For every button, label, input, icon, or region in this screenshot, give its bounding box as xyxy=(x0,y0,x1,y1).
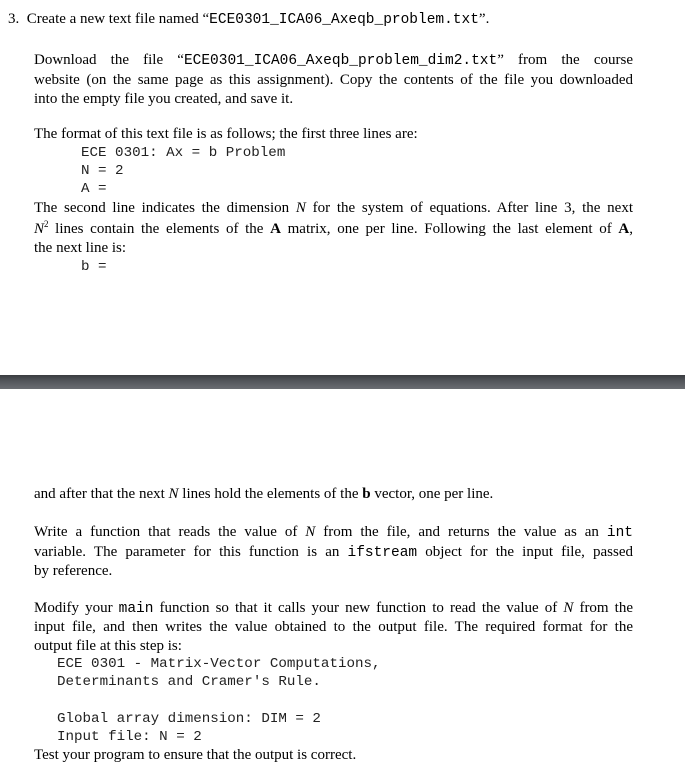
code-keyword: ifstream xyxy=(347,545,418,561)
download-filename: ECE0301_ICA06_Axeqb_problem_dim2.txt xyxy=(183,53,498,69)
paragraph-function-line2 xyxy=(34,542,633,563)
paragraph-download-line1 xyxy=(34,50,633,71)
code-line: Global array dimension: DIM = 2 xyxy=(57,711,321,727)
code-keyword: main xyxy=(118,601,154,617)
code-line: ECE 0301: Ax = b Problem xyxy=(81,145,286,161)
paragraph-modify-line2: input file, and then writes the value obtained to the output file. The required format for the xyxy=(34,619,633,635)
text-span: from the file, and returns the value as an xyxy=(315,524,607,540)
text-span: Modify your xyxy=(34,600,119,616)
paragraph-download-line3: into the empty file you created, and save it. xyxy=(34,91,294,107)
text-span: lines contain the elements of the xyxy=(48,221,271,237)
variable-n: N xyxy=(563,600,574,616)
text-span: function so that it calls your new function to read the value of xyxy=(153,600,564,616)
paragraph-function-line3: by reference. xyxy=(34,563,113,579)
text-span: and after that the next xyxy=(34,486,169,502)
paragraph-format: The format of this text file is as follows; the first three lines are: xyxy=(34,126,418,142)
text-span: lines hold the elements of the xyxy=(178,486,363,502)
text-span: from the xyxy=(573,600,634,616)
paragraph-dimension-line1 xyxy=(34,198,633,218)
text-span: variable. The parameter for this function is an xyxy=(34,544,348,560)
text-span: vector, one per line. xyxy=(370,486,494,502)
paragraph-dimension-line2 xyxy=(34,219,633,239)
paragraph-vector xyxy=(34,484,493,504)
code-line: ECE 0301 - Matrix-Vector Computations, xyxy=(57,656,381,672)
variable-n: N xyxy=(295,200,306,216)
variable-n: N xyxy=(305,524,316,540)
superscript: 2 xyxy=(44,219,49,229)
item-text: Create a new text file named “ xyxy=(26,11,210,27)
code-keyword: int xyxy=(606,525,633,541)
text-span: Write a function that reads the value of xyxy=(34,524,306,540)
paragraph-dimension-line3: the next line is: xyxy=(34,240,127,256)
item-suffix: ”. xyxy=(478,11,490,27)
text-span: , xyxy=(629,221,633,237)
variable-n: N xyxy=(34,221,45,237)
paragraph-modify-line1 xyxy=(34,598,633,619)
code-line: Input file: N = 2 xyxy=(57,729,202,745)
text-span: Download the file “ xyxy=(34,52,184,68)
paragraph-download-line2: website (on the same page as this assignment). Copy the contents of the file you downloaded xyxy=(34,72,633,88)
matrix-a: A xyxy=(618,221,630,237)
matrix-a: A xyxy=(270,221,281,237)
item-number: 3. xyxy=(8,11,20,27)
task-item-3 xyxy=(8,9,489,30)
text-span: for the system of equations. After line 3, the next xyxy=(305,200,633,216)
item-filename: ECE0301_ICA06_Axeqb_problem.txt xyxy=(209,12,479,28)
vector-b: b xyxy=(362,486,371,502)
code-line: b = xyxy=(81,259,107,275)
text-span: matrix, one per line. Following the last element of xyxy=(280,221,619,237)
paragraph-modify-line3: output file at this step is: xyxy=(34,638,182,654)
code-line: A = xyxy=(81,181,107,197)
text-span: The second line indicates the dimension xyxy=(34,200,296,216)
code-line: Determinants and Cramer's Rule. xyxy=(57,674,321,690)
text-span: ” from the course xyxy=(497,52,633,68)
code-line: N = 2 xyxy=(81,163,124,179)
variable-n: N xyxy=(168,486,179,502)
paragraph-test: Test your program to ensure that the output is correct. xyxy=(34,747,357,763)
page-separator xyxy=(0,375,685,389)
paragraph-function-line1 xyxy=(34,522,633,543)
text-span: object for the input file, passed xyxy=(417,544,633,560)
